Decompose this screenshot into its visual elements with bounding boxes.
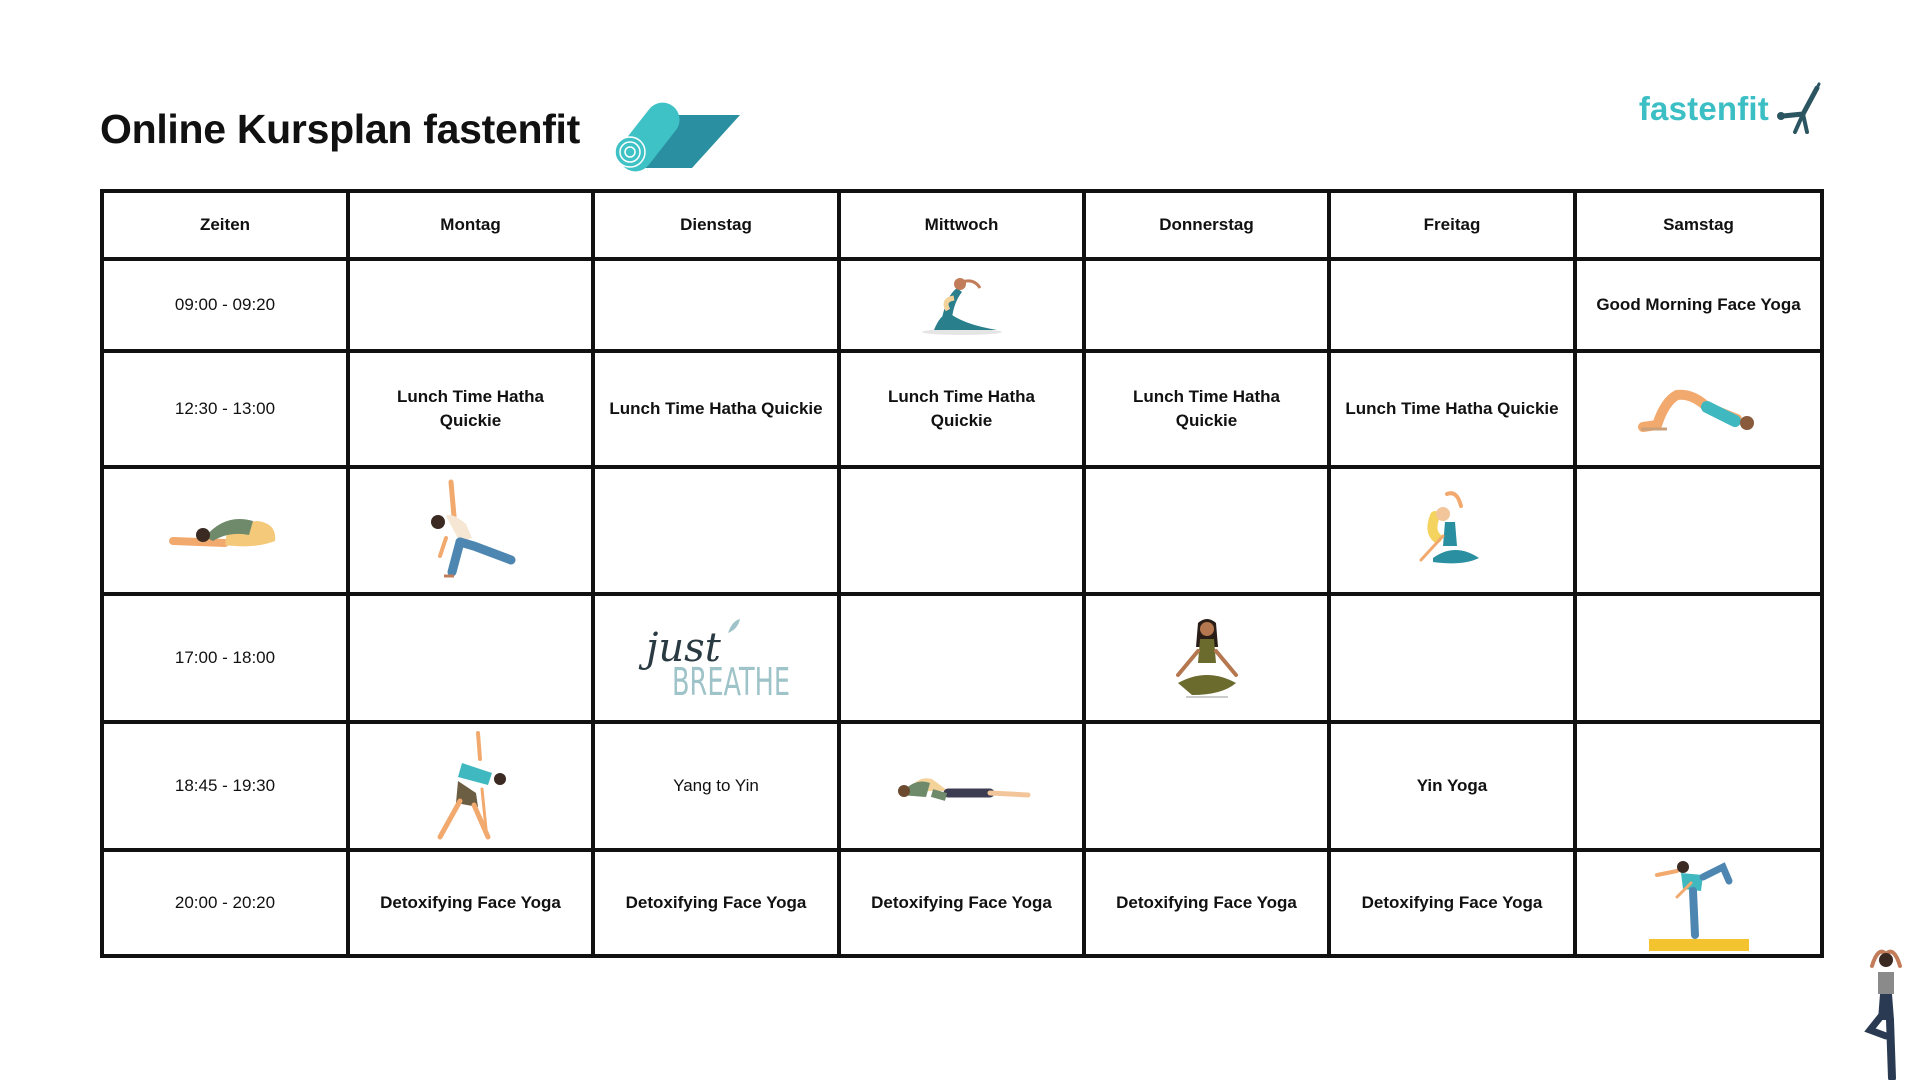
just-breathe-artwork — [636, 613, 796, 703]
header-freitag: Freitag — [1329, 191, 1575, 259]
table-row — [102, 467, 1822, 594]
table-row — [102, 594, 1822, 722]
empty-cell — [1575, 467, 1822, 594]
pose-cell — [1084, 594, 1329, 722]
empty-cell — [348, 594, 593, 722]
triangle-pose-illustration — [426, 729, 516, 844]
just-script-text: just — [646, 625, 721, 671]
warrior-pose-illustration — [416, 476, 526, 586]
table-row — [102, 259, 1822, 351]
empty-cell — [348, 259, 593, 351]
pose-cell — [348, 722, 593, 850]
empty-cell — [593, 259, 839, 351]
king-pigeon-pose-illustration — [912, 270, 1012, 340]
class-cell: Lunch Time Hatha Quickie — [348, 351, 593, 467]
empty-cell — [839, 594, 1084, 722]
class-cell: Detoxifying Face Yoga — [593, 850, 839, 956]
table-row — [102, 850, 1822, 956]
pose-cell — [102, 467, 348, 594]
header-mittwoch: Mittwoch — [839, 191, 1084, 259]
header-zeiten: Zeiten — [102, 191, 348, 259]
time-cell: 09:00 - 09:20 — [102, 259, 348, 351]
brand-logo — [1639, 82, 1825, 136]
empty-cell — [593, 467, 839, 594]
empty-cell — [1329, 259, 1575, 351]
time-cell: 17:00 - 18:00 — [102, 594, 348, 722]
page-title: Online Kursplan fastenfit — [100, 106, 580, 152]
empty-cell — [1575, 722, 1822, 850]
table-row — [102, 351, 1822, 467]
class-cell: Yin Yoga — [1329, 722, 1575, 850]
class-cell: Lunch Time Hatha Quickie — [839, 351, 1084, 467]
dancer-pose-illustration — [1637, 853, 1761, 953]
brand-name: fastenfit — [1638, 90, 1769, 127]
class-cell: Good Morning Face Yoga — [1575, 259, 1822, 351]
lotus-meditation-illustration — [1162, 613, 1252, 703]
class-cell: Lunch Time Hatha Quickie — [1329, 351, 1575, 467]
reclined-pose-illustration — [892, 761, 1032, 811]
class-cell: Detoxifying Face Yoga — [1084, 850, 1329, 956]
class-cell: Detoxifying Face Yoga — [1329, 850, 1575, 956]
bridge-pose-illustration — [1637, 381, 1761, 437]
class-cell: Detoxifying Face Yoga — [839, 850, 1084, 956]
empty-cell — [839, 467, 1084, 594]
pose-cell — [839, 722, 1084, 850]
pose-cell — [1575, 850, 1822, 956]
empty-cell — [1084, 467, 1329, 594]
time-cell: 18:45 - 19:30 — [102, 722, 348, 850]
pose-cell — [1575, 351, 1822, 467]
class-cell: Yang to Yin — [593, 722, 839, 850]
seated-side-stretch-illustration — [1407, 486, 1497, 576]
pose-cell — [348, 467, 593, 594]
header-samstag: Samstag — [1575, 191, 1822, 259]
header-row — [102, 191, 1822, 259]
pose-cell — [839, 259, 1084, 351]
header-montag: Montag — [348, 191, 593, 259]
empty-cell — [1084, 722, 1329, 850]
tree-pose-figure — [1856, 940, 1916, 1080]
header-dienstag: Dienstag — [593, 191, 839, 259]
seated-forward-bend-illustration — [165, 501, 285, 561]
artwork-cell — [593, 594, 839, 722]
empty-cell — [1575, 594, 1822, 722]
yoga-mat-icon — [612, 90, 742, 170]
class-cell: Lunch Time Hatha Quickie — [1084, 351, 1329, 467]
class-cell: Lunch Time Hatha Quickie — [593, 351, 839, 467]
pose-cell — [1329, 467, 1575, 594]
brand-handstand-figure — [1773, 82, 1825, 136]
time-cell: 12:30 - 13:00 — [102, 351, 348, 467]
schedule-table — [100, 189, 1824, 958]
empty-cell — [1329, 594, 1575, 722]
time-cell: 20:00 - 20:20 — [102, 850, 348, 956]
header-donnerstag: Donnerstag — [1084, 191, 1329, 259]
empty-cell — [1084, 259, 1329, 351]
class-cell: Detoxifying Face Yoga — [348, 850, 593, 956]
breathe-block-text: BREATHE — [672, 660, 790, 704]
table-row — [102, 722, 1822, 850]
